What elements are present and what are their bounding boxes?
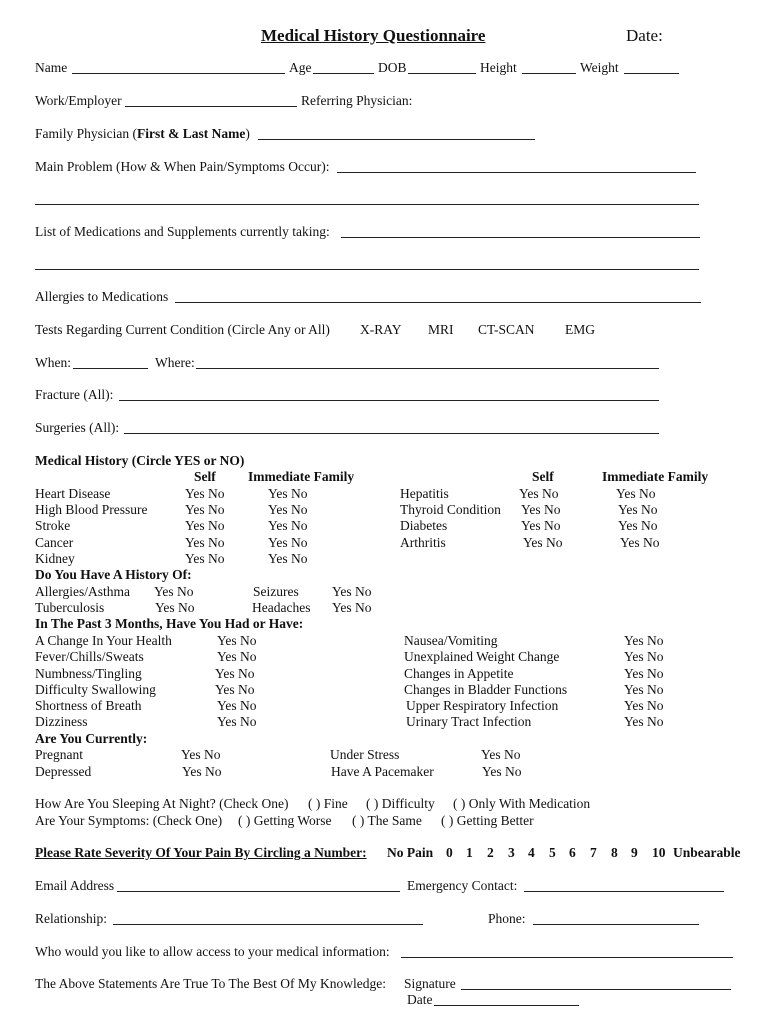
currently-depressed: Depressed (35, 764, 92, 779)
when-field[interactable] (73, 368, 148, 369)
past-3-months-heading: In The Past 3 Months, Have You Had or Have: (35, 616, 304, 631)
yes-no-pacemaker[interactable]: Yes No (482, 764, 522, 779)
pain-number-8[interactable]: 8 (611, 845, 618, 860)
yes-no-stroke-family[interactable]: Yes No (268, 518, 308, 533)
surgeries-field[interactable] (124, 433, 659, 434)
medical-history-heading: Medical History (Circle YES or NO) (35, 453, 245, 468)
main-problem-field-2[interactable] (35, 204, 699, 205)
medications-field[interactable] (341, 237, 700, 238)
condition-stroke: Stroke (35, 518, 71, 533)
pain-number-2[interactable]: 2 (487, 845, 494, 860)
symptom-nausea: Nausea/Vomiting (404, 633, 498, 648)
condition-high-blood-pressure: High Blood Pressure (35, 502, 148, 517)
relationship-label: Relationship: (35, 911, 107, 926)
symptom-weight-change: Unexplained Weight Change (404, 649, 560, 664)
yes-no-kidney-family[interactable]: Yes No (268, 551, 308, 566)
email-label: Email Address (35, 878, 115, 893)
yes-no-kidney-self[interactable]: Yes No (185, 551, 225, 566)
medications-label: List of Medications and Supplements currently taking: (35, 224, 330, 239)
symptom-urinary: Urinary Tract Infection (406, 714, 532, 729)
signature-label: Signature (404, 976, 456, 991)
symptom-shortness-of-breath: Shortness of Breath (35, 698, 142, 713)
test-option-xray[interactable]: X-RAY (360, 322, 402, 337)
surgeries-label: Surgeries (All): (35, 420, 120, 435)
family-header-left: Immediate Family (248, 469, 355, 484)
yes-no-hepatitis-family[interactable]: Yes No (616, 486, 656, 501)
currently-under-stress: Under Stress (330, 747, 400, 762)
condition-kidney: Kidney (35, 551, 75, 566)
work-employer-field[interactable] (125, 106, 297, 107)
emergency-contact-field[interactable] (524, 891, 724, 892)
pain-scale-low: No Pain (387, 845, 434, 860)
yes-no-bladder[interactable]: Yes No (624, 682, 664, 697)
yes-no-heart-family[interactable]: Yes No (268, 486, 308, 501)
test-option-mri[interactable]: MRI (428, 322, 454, 337)
signature-field[interactable] (461, 989, 731, 990)
pain-number-7[interactable]: 7 (590, 845, 597, 860)
yes-no-pregnant[interactable]: Yes No (181, 747, 221, 762)
symptom-fever: Fever/Chills/Sweats (35, 649, 144, 664)
where-label: Where: (155, 355, 195, 370)
sleeping-label: How Are You Sleeping At Night? (Check One) (35, 796, 289, 811)
yes-no-change-in-health[interactable]: Yes No (217, 633, 257, 648)
pain-number-10[interactable]: 10 (652, 845, 666, 860)
allergies-label: Allergies to Medications (35, 289, 169, 304)
yes-no-heart-self[interactable]: Yes No (185, 486, 225, 501)
yes-no-seizures[interactable]: Yes No (332, 584, 372, 599)
family-header-right: Immediate Family (602, 469, 709, 484)
fracture-label: Fracture (All): (35, 387, 114, 402)
symptom-numbness: Numbness/Tingling (35, 666, 142, 681)
pain-number-1[interactable]: 1 (466, 845, 473, 860)
yes-no-cancer-family[interactable]: Yes No (268, 535, 308, 550)
history-tuberculosis: Tuberculosis (35, 600, 105, 615)
condition-arthritis: Arthritis (400, 535, 446, 550)
yes-no-arthritis-family[interactable]: Yes No (620, 535, 660, 550)
yes-no-shortness-of-breath[interactable]: Yes No (217, 698, 257, 713)
allergies-field[interactable] (175, 302, 701, 303)
name-field[interactable] (72, 73, 285, 74)
fracture-field[interactable] (119, 400, 659, 401)
pain-number-0[interactable]: 0 (446, 845, 453, 860)
currently-pacemaker: Have A Pacemaker (331, 764, 434, 779)
symptoms-option-better[interactable]: ( ) Getting Better (441, 813, 534, 828)
phone-label: Phone: (488, 911, 526, 926)
dob-label: DOB (378, 60, 407, 75)
referring-physician-label: Referring Physician: (301, 93, 413, 108)
yes-no-under-stress[interactable]: Yes No (481, 747, 521, 762)
height-label: Height (480, 60, 517, 75)
pain-number-4[interactable]: 4 (528, 845, 535, 860)
history-headaches: Headaches (252, 600, 311, 615)
relationship-field[interactable] (113, 924, 423, 925)
yes-no-headaches[interactable]: Yes No (332, 600, 372, 615)
yes-no-stroke-self[interactable]: Yes No (185, 518, 225, 533)
date-bottom-label: Date (407, 992, 433, 1007)
yes-no-tuberculosis[interactable]: Yes No (155, 600, 195, 615)
statement-label: The Above Statements Are True To The Best Of My Knowledge: (35, 976, 387, 991)
age-label: Age (289, 60, 312, 75)
date-bottom-field[interactable] (434, 1005, 579, 1006)
work-employer-label: Work/Employer (35, 93, 122, 108)
where-field[interactable] (196, 368, 659, 369)
symptom-respiratory: Upper Respiratory Infection (406, 698, 559, 713)
main-problem-field[interactable] (337, 172, 696, 173)
history-seizures: Seizures (253, 584, 299, 599)
condition-thyroid: Thyroid Condition (400, 502, 501, 517)
symptoms-option-same[interactable]: ( ) The Same (352, 813, 422, 828)
pain-number-9[interactable]: 9 (631, 845, 638, 860)
yes-no-hepatitis-self[interactable]: Yes No (519, 486, 559, 501)
yes-no-swallowing[interactable]: Yes No (215, 682, 255, 697)
self-header-left: Self (194, 469, 216, 484)
symptom-swallowing: Difficulty Swallowing (35, 682, 156, 697)
condition-diabetes: Diabetes (400, 518, 448, 533)
name-label: Name (35, 60, 68, 75)
test-option-ctscan[interactable]: CT-SCAN (478, 322, 535, 337)
main-problem-label: Main Problem (How & When Pain/Symptoms Occur): (35, 159, 330, 174)
condition-hepatitis: Hepatitis (400, 486, 449, 501)
yes-no-diabetes-self[interactable]: Yes No (521, 518, 561, 533)
yes-no-diabetes-family[interactable]: Yes No (618, 518, 658, 533)
yes-no-respiratory[interactable]: Yes No (624, 698, 664, 713)
family-physician-label: Family Physician (First & Last Name) (35, 126, 250, 141)
dob-field[interactable] (408, 73, 476, 74)
emergency-contact-label: Emergency Contact: (407, 878, 518, 893)
yes-no-hbp-self[interactable]: Yes No (185, 502, 225, 517)
age-field[interactable] (313, 73, 374, 74)
tests-label: Tests Regarding Current Condition (Circle Any or All) (35, 322, 330, 337)
symptoms-option-worse[interactable]: ( ) Getting Worse (238, 813, 332, 828)
history-allergies-asthma: Allergies/Asthma (35, 584, 130, 599)
height-field[interactable] (522, 73, 576, 74)
pain-scale-high: Unbearable (673, 845, 741, 860)
yes-no-weight-change[interactable]: Yes No (624, 649, 664, 664)
currently-heading: Are You Currently: (35, 731, 148, 746)
currently-pregnant: Pregnant (35, 747, 83, 762)
access-field[interactable] (401, 957, 733, 958)
pain-number-6[interactable]: 6 (569, 845, 576, 860)
test-option-emg[interactable]: EMG (565, 322, 595, 337)
pain-number-3[interactable]: 3 (508, 845, 515, 860)
yes-no-depressed[interactable]: Yes No (182, 764, 222, 779)
date-label: Date: (626, 26, 663, 45)
sleeping-option-difficulty[interactable]: ( ) Difficulty (366, 796, 435, 811)
access-label: Who would you like to allow access to your medical information: (35, 944, 390, 959)
yes-no-cancer-self[interactable]: Yes No (185, 535, 225, 550)
weight-label: Weight (580, 60, 619, 75)
when-label: When: (35, 355, 71, 370)
email-field[interactable] (117, 891, 400, 892)
yes-no-nausea[interactable]: Yes No (624, 633, 664, 648)
yes-no-fever[interactable]: Yes No (217, 649, 257, 664)
yes-no-numbness[interactable]: Yes No (215, 666, 255, 681)
history-of-heading: Do You Have A History Of: (35, 567, 192, 582)
yes-no-appetite[interactable]: Yes No (624, 666, 664, 681)
symptoms-label: Are Your Symptoms: (Check One) (35, 813, 223, 828)
symptom-appetite: Changes in Appetite (404, 666, 514, 681)
pain-number-5[interactable]: 5 (549, 845, 556, 860)
yes-no-allergies-asthma[interactable]: Yes No (154, 584, 194, 599)
condition-cancer: Cancer (35, 535, 74, 550)
phone-field[interactable] (533, 924, 699, 925)
yes-no-urinary[interactable]: Yes No (624, 714, 664, 729)
symptom-change-in-health: A Change In Your Health (35, 633, 172, 648)
yes-no-thyroid-family[interactable]: Yes No (618, 502, 658, 517)
sleeping-option-medication[interactable]: ( ) Only With Medication (453, 796, 591, 811)
page-title: Medical History Questionnaire (261, 26, 486, 45)
self-header-right: Self (532, 469, 554, 484)
symptom-bladder: Changes in Bladder Functions (404, 682, 568, 697)
yes-no-thyroid-self[interactable]: Yes No (521, 502, 561, 517)
medications-field-2[interactable] (35, 269, 699, 270)
pain-scale-prompt: Please Rate Severity Of Your Pain By Circling a Number: (35, 845, 367, 860)
sleeping-option-fine[interactable]: ( ) Fine (308, 796, 348, 811)
yes-no-arthritis-self[interactable]: Yes No (523, 535, 563, 550)
yes-no-hbp-family[interactable]: Yes No (268, 502, 308, 517)
symptom-dizziness: Dizziness (35, 714, 88, 729)
weight-field[interactable] (624, 73, 679, 74)
condition-heart-disease: Heart Disease (35, 486, 111, 501)
family-physician-field[interactable] (258, 139, 535, 140)
yes-no-dizziness[interactable]: Yes No (217, 714, 257, 729)
